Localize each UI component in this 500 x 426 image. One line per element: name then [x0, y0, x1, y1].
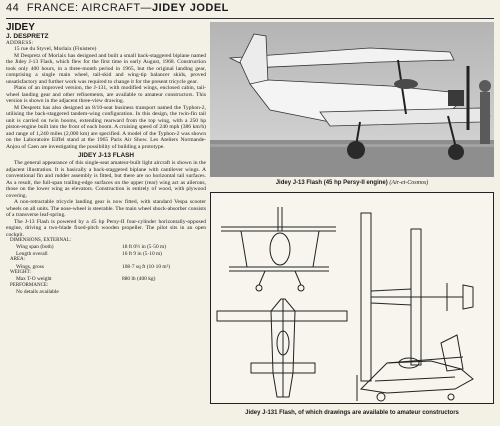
wing-plan-view — [361, 213, 473, 381]
spec-label: Max T-O weight — [16, 276, 52, 283]
spec-label: WEIGHT: — [10, 270, 31, 276]
paragraph: M Despretz has also designed an 8/10-seat business transport named the Typhon-2, utilising the back-staggered tandem-wing configuration. In this design, the twin-fin tail unit is carried on twin booms, extending rearward from the top wing, with a 250 hp piston-engine built into the front of each boom. A cruising speed of 240 mph (386 km/h) and range of 1,240 miles (2,000 km) are specified. A model of the Typhon-2 was shown on the Laboratoire Eiffel stand at the 1965 Paris Air Show. Les Ateliers Normande-Anjou of Caen are investigating the possibility of building a prototype. — [6, 104, 206, 150]
spec-label: No details available — [16, 289, 59, 296]
drawing-caption: Jidey J-131 Flash, of which drawings are available to amateur constructors — [245, 410, 459, 416]
spec-value: 108·7 sq ft (10·10 m²) — [122, 263, 171, 270]
plan-view — [217, 299, 347, 397]
paragraph: A non-retractable tricycle landing gear is now fitted, with standard Vespa scooter wheels on all units. The nose-wheel is steerable. The main wheel shock-absorber consists of a transverse leaf-spring. — [6, 199, 206, 218]
spec-label: AREA: — [10, 257, 25, 263]
photo-caption-text: Jidey J-13 Flash (45 hp Persy-II engine) — [275, 180, 388, 186]
address-text: 15 rue du Styvel, Morlaix (Finistere) — [14, 46, 97, 52]
paragraph: Plans of an improved version, the J-131, with modified wings, enclosed cabin, tail-wheel landing gear and other refinements, are available to amateur constructors. This version is shown in the adjacent three-view drawing. — [6, 85, 206, 104]
page-title: JIDEY JODEL — [152, 2, 229, 14]
spec-label: Wing span (both) — [16, 244, 54, 251]
page-number: 44 — [6, 2, 20, 14]
spec-label: Length overall — [16, 250, 48, 257]
three-view-drawing-image — [211, 193, 493, 403]
address-label: ADDRESS: — [6, 40, 34, 46]
spec-table — [6, 238, 206, 296]
spec-label: Wings, gross — [16, 263, 44, 270]
spec-label: PERFORMANCE: — [10, 282, 49, 288]
front-view — [221, 207, 336, 291]
spec-row — [6, 289, 206, 295]
side-view — [357, 335, 473, 401]
paragraph: M Despretz of Morlaix has designed and built a small back-staggered biplane named the Jidey J-13 Flash, which flew for the first time in early August, 1968. Construction took only 400 hours, in a three-month period in 1965, but the original landing gear, comprising a single main wheel, tail-skid and wing-tip balancer skids, proved unsatisfactory and further work was required to change it for the present tricycle gear. — [6, 52, 206, 85]
spec-value — [122, 289, 206, 295]
paragraph: The general appearance of this single-seat amateur-built light aircraft is shown in the adjacent illustration. It is basically a back-staggered biplane with cantilever wings. A conventional fin and rudder assembly is fitted, but there are no horizontal tail surfaces. As a result, the full-span trailing-edge surfaces on the upper (rear) wing act as ailerons, those on the lower wing as elevators. Construction is entirely of wood, with plywood covering. — [6, 160, 206, 199]
photo-caption — [210, 180, 494, 190]
aircraft-photo-image — [210, 22, 494, 177]
manufacturer-name: J. DESPRETZ — [6, 33, 49, 40]
aircraft-photo — [210, 22, 494, 177]
spec-value: 18 ft 0½ in (5·50 m) — [122, 244, 167, 251]
header-rule — [6, 18, 494, 19]
article-column — [6, 22, 206, 422]
section-name: FRANCE: AIRCRAFT— — [26, 2, 153, 14]
spec-value: 16 ft 9 in (5·10 m) — [122, 250, 162, 257]
spec-value: 880 lb (400 kg) — [122, 276, 156, 283]
article-heading: JIDEY — [6, 22, 35, 33]
sub-heading: JIDEY J-13 FLASH — [78, 152, 134, 159]
page-header — [6, 2, 494, 18]
paragraph: The J-13 Flash is powered by a 45 hp Persy-II four-cylinder horizontally-opposed engine, driving a two-blade fixed-pitch wooden propeller. The pilot sits in an open cockpit. — [6, 218, 206, 238]
spec-label: DIMENSIONS, EXTERNAL: — [10, 238, 72, 243]
three-view-drawing — [210, 192, 494, 404]
photo-credit: (Air-et-Cosmos) — [389, 180, 429, 186]
